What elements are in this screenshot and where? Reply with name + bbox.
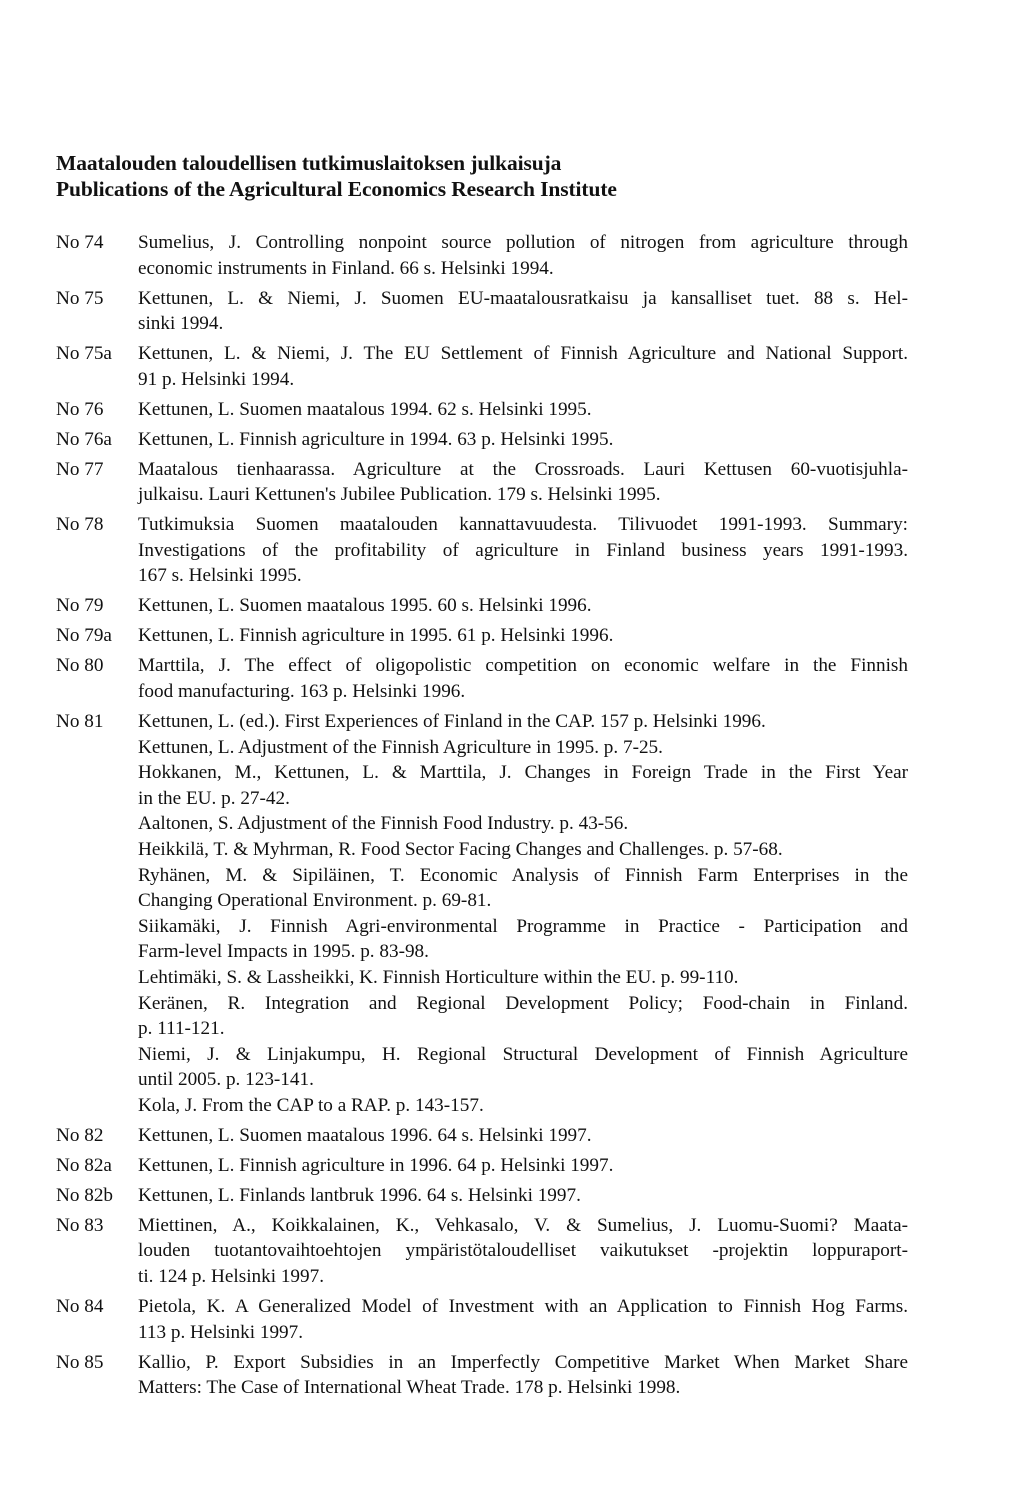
publication-reference (138, 837, 908, 863)
publication-number: No 85 (56, 1351, 104, 1373)
publication-entry (56, 457, 908, 508)
publication-number: No 75a (56, 343, 112, 365)
publication-reference (138, 286, 908, 337)
publication-body (138, 427, 908, 453)
reference-line: Miettinen, A., Koikkalainen, K., Vehkasalo, V. & Sumelius, J. Luomu-Suomi? Maata- (138, 1214, 908, 1236)
publication-number: No 82b (56, 1184, 114, 1206)
publication-entry (56, 427, 908, 453)
publication-number: No 84 (56, 1296, 104, 1318)
publication-entry (56, 593, 908, 619)
reference-line: Kettunen, L. Finnish agriculture in 1996. 64 p. Helsinki 1997. (138, 1154, 614, 1176)
reference-line: Kettunen, L. & Niemi, J. Suomen EU-maatalousratkaisu ja kansalliset tuet. 88 s. Hel- (138, 287, 908, 309)
publication-reference (138, 991, 908, 1042)
publication-body (138, 457, 908, 508)
reference-line: julkaisu. Lauri Kettunen's Jubilee Publication. 179 s. Helsinki 1995. (138, 484, 661, 506)
reference-line: food manufacturing. 163 p. Helsinki 1996. (138, 681, 466, 703)
publication-body (138, 653, 908, 704)
publication-body (138, 397, 908, 423)
reference-line: Kettunen, L. (ed.). First Experiences of Finland in the CAP. 157 p. Helsinki 1996. (138, 711, 766, 732)
publication-body (138, 1153, 908, 1179)
publication-body (138, 286, 908, 337)
publication-reference (138, 1213, 908, 1290)
publication-number: No 82a (56, 1154, 112, 1176)
reference-line: Maatalous tienhaarassa. Agriculture at the Crossroads. Lauri Kettusen 60-vuotisjuhla- (138, 458, 908, 480)
publication-reference (138, 1350, 908, 1401)
publication-reference (138, 1183, 908, 1209)
reference-line: Farm-level Impacts in 1995. p. 83-98. (138, 941, 429, 963)
reference-line: Aaltonen, S. Adjustment of the Finnish Food Industry. p. 43-56. (138, 813, 629, 835)
publication-body (138, 709, 908, 1119)
publication-reference (138, 811, 908, 837)
publication-entry (56, 1213, 908, 1290)
reference-line: until 2005. p. 123-141. (138, 1069, 314, 1091)
publication-reference (138, 1123, 908, 1149)
publication-entry (56, 341, 908, 392)
publication-reference (138, 735, 908, 761)
publication-body (138, 512, 908, 589)
heading-english: Publications of the Agricultural Economics Research Institute (56, 177, 617, 201)
publication-body (138, 1350, 908, 1401)
publication-reference (138, 593, 908, 619)
reference-line: Kettunen, L. Suomen maatalous 1994. 62 s. Helsinki 1995. (138, 398, 592, 420)
publication-entry (56, 709, 908, 1119)
publication-entry (56, 1153, 908, 1179)
publication-number: No 79 (56, 595, 104, 617)
publication-entry (56, 230, 908, 281)
publication-entry (56, 1123, 908, 1149)
publication-number: No 75 (56, 287, 104, 309)
publication-number: No 79a (56, 625, 112, 647)
reference-line: Keränen, R. Integration and Regional Development Policy; Food-chain in Finland. (138, 992, 908, 1014)
reference-line: Changing Operational Environment. p. 69-81. (138, 890, 492, 912)
publication-body (138, 1183, 908, 1209)
reference-line: in the EU. p. 27-42. (138, 787, 290, 809)
publication-reference (138, 623, 908, 649)
reference-line: 167 s. Helsinki 1995. (138, 565, 302, 587)
publication-number: No 78 (56, 514, 104, 536)
publication-number: No 77 (56, 458, 104, 480)
reference-line: sinki 1994. (138, 313, 224, 335)
reference-line: 113 p. Helsinki 1997. (138, 1321, 304, 1343)
reference-line: Niemi, J. & Linjakumpu, H. Regional Structural Development of Finnish Agriculture (138, 1043, 908, 1065)
publication-number: No 74 (56, 232, 104, 253)
reference-line: Pietola, K. A Generalized Model of Investment with an Application to Finnish Hog Farms. (138, 1296, 908, 1318)
publication-body (138, 1123, 908, 1149)
publication-reference (138, 965, 908, 991)
publication-reference (138, 512, 908, 589)
reference-line: 91 p. Helsinki 1994. (138, 368, 295, 390)
publication-entry (56, 1183, 908, 1209)
publication-reference (138, 709, 908, 735)
reference-line: louden tuotantovaihtoehtojen ympäristötaloudelliset vaikutukset -projektin loppuraport- (138, 1240, 908, 1262)
reference-line: Hokkanen, M., Kettunen, L. & Marttila, J. Changes in Foreign Trade in the First Year (138, 762, 908, 784)
publication-body (138, 593, 908, 619)
publication-list (56, 230, 908, 1405)
reference-line: Kettunen, L. Finlands lantbruk 1996. 64 s. Helsinki 1997. (138, 1184, 581, 1206)
publication-entry (56, 1294, 908, 1345)
publication-entry (56, 512, 908, 589)
publication-number: No 82 (56, 1124, 104, 1146)
publication-number: No 80 (56, 655, 104, 677)
reference-line: Tutkimuksia Suomen maatalouden kannattavuudesta. Tilivuodet 1991-1993. Summary: (138, 514, 908, 536)
reference-line: Kola, J. From the CAP to a RAP. p. 143-157. (138, 1094, 484, 1116)
reference-line: economic instruments in Finland. 66 s. Helsinki 1994. (138, 257, 554, 279)
reference-line: Sumelius, J. Controlling nonpoint source pollution of nitrogen from agriculture through (138, 232, 908, 253)
publication-reference (138, 653, 908, 704)
page-heading (56, 150, 976, 202)
publication-reference (138, 1153, 908, 1179)
heading-finnish: Maatalouden taloudellisen tutkimuslaitoksen julkaisuja (56, 151, 562, 175)
reference-line: Kettunen, L. & Niemi, J. The EU Settlement of Finnish Agriculture and National Support. (138, 343, 908, 365)
publication-entry (56, 623, 908, 649)
reference-line: Kettunen, L. Finnish agriculture in 1995. 61 p. Helsinki 1996. (138, 625, 614, 647)
reference-line: Ryhänen, M. & Sipiläinen, T. Economic Analysis of Finnish Farm Enterprises in the (138, 864, 908, 886)
reference-line: Kettunen, L. Finnish agriculture in 1994. 63 p. Helsinki 1995. (138, 428, 614, 450)
reference-line: Kettunen, L. Suomen maatalous 1996. 64 s. Helsinki 1997. (138, 1124, 592, 1146)
reference-line: Siikamäki, J. Finnish Agri-environmental Programme in Practice - Participation and (138, 915, 908, 937)
reference-line: Investigations of the profitability of agriculture in Finland business years 1991-1993. (138, 539, 908, 561)
publication-body (138, 623, 908, 649)
publication-reference (138, 230, 908, 281)
publication-number: No 76 (56, 398, 104, 420)
publication-reference (138, 914, 908, 965)
publication-entry (56, 653, 908, 704)
reference-line: ti. 124 p. Helsinki 1997. (138, 1266, 325, 1288)
reference-line: Heikkilä, T. & Myhrman, R. Food Sector Facing Changes and Challenges. p. 57-68. (138, 838, 783, 860)
reference-line: Marttila, J. The effect of oligopolistic competition on economic welfare in the Finnish (138, 655, 908, 677)
publication-reference (138, 397, 908, 423)
reference-line: Kettunen, L. Suomen maatalous 1995. 60 s. Helsinki 1996. (138, 595, 592, 617)
publication-body (138, 230, 908, 281)
publication-reference (138, 1093, 908, 1119)
publication-entry (56, 286, 908, 337)
publication-number: No 76a (56, 428, 112, 450)
publication-reference (138, 760, 908, 811)
publication-number: No 83 (56, 1214, 104, 1236)
reference-line: Matters: The Case of International Wheat Trade. 178 p. Helsinki 1998. (138, 1377, 681, 1399)
publication-entry (56, 397, 908, 423)
publication-body (138, 1213, 908, 1290)
reference-line: Kettunen, L. Adjustment of the Finnish Agriculture in 1995. p. 7-25. (138, 736, 663, 758)
publication-reference (138, 457, 908, 508)
publication-reference (138, 1294, 908, 1345)
reference-line: Kallio, P. Export Subsidies in an Imperfectly Competitive Market When Market Share (138, 1351, 908, 1373)
publication-reference (138, 341, 908, 392)
publication-reference (138, 863, 908, 914)
reference-line: p. 111-121. (138, 1018, 225, 1040)
publication-body (138, 1294, 908, 1345)
publication-entry (56, 1350, 908, 1401)
publication-body (138, 341, 908, 392)
publication-reference (138, 427, 908, 453)
publication-reference (138, 1042, 908, 1093)
reference-line: Lehtimäki, S. & Lassheikki, K. Finnish Horticulture within the EU. p. 99-110. (138, 966, 739, 988)
publication-number: No 81 (56, 711, 104, 732)
